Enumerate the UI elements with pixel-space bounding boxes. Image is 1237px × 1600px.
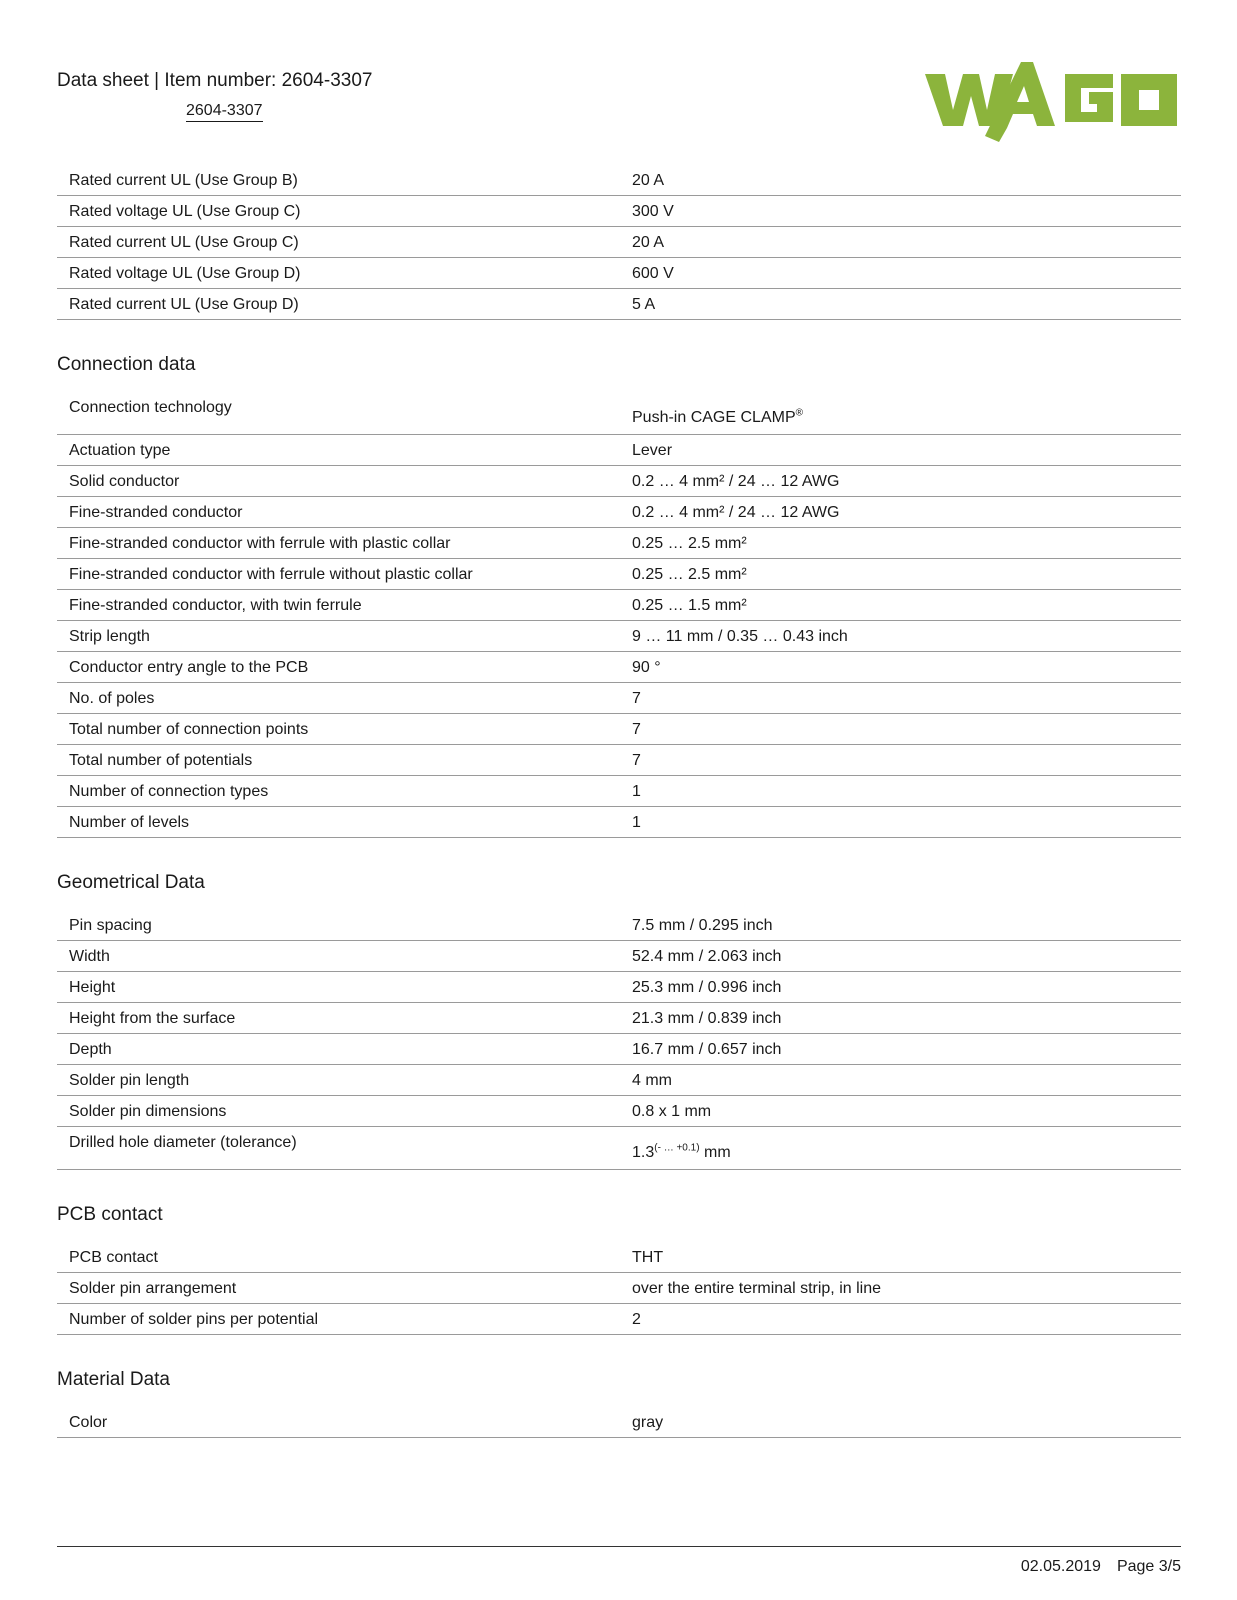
table-row	[57, 1096, 1181, 1127]
row-label: Rated voltage UL (Use Group C)	[57, 196, 620, 227]
row-value: 9 … 11 mm / 0.35 … 0.43 inch	[620, 621, 1181, 652]
footer-divider	[57, 1546, 1181, 1547]
table-row	[57, 435, 1181, 466]
connection-table	[57, 392, 1181, 838]
row-label: Fine-stranded conductor with ferrule with plastic collar	[57, 528, 620, 559]
table-row	[57, 227, 1181, 258]
pcb-table	[57, 1242, 1181, 1335]
material-table	[57, 1407, 1181, 1438]
section-title-pcb: PCB contact	[57, 1204, 163, 1225]
row-label: Solid conductor	[57, 466, 620, 497]
table-row	[57, 910, 1181, 941]
row-value: 7.5 mm / 0.295 inch	[620, 910, 1181, 941]
row-label: Actuation type	[57, 435, 620, 466]
table-row	[57, 590, 1181, 621]
row-label: Number of solder pins per potential	[57, 1304, 620, 1335]
row-value: 300 V	[620, 196, 1181, 227]
row-value: over the entire terminal strip, in line	[620, 1273, 1181, 1304]
row-label: Solder pin arrangement	[57, 1273, 620, 1304]
table-row	[57, 776, 1181, 807]
item-number-link[interactable]: 2604-3307	[186, 102, 263, 122]
row-label: Rated current UL (Use Group D)	[57, 289, 620, 320]
row-value: 0.25 … 2.5 mm²	[620, 559, 1181, 590]
table-row	[57, 807, 1181, 838]
row-value: 4 mm	[620, 1065, 1181, 1096]
row-label: Rated current UL (Use Group C)	[57, 227, 620, 258]
row-value: 2	[620, 1304, 1181, 1335]
row-value: 0.8 x 1 mm	[620, 1096, 1181, 1127]
table-row	[57, 621, 1181, 652]
row-value: 7	[620, 714, 1181, 745]
row-value: 5 A	[620, 289, 1181, 320]
row-value	[620, 1127, 1181, 1170]
hole-tolerance: (- … +0.1)	[654, 1142, 700, 1154]
table-row	[57, 1273, 1181, 1304]
row-label: Number of levels	[57, 807, 620, 838]
table-row	[57, 1242, 1181, 1273]
row-value: 52.4 mm / 2.063 inch	[620, 941, 1181, 972]
registered-mark: ®	[795, 407, 803, 419]
row-value: gray	[620, 1407, 1181, 1438]
row-value: THT	[620, 1242, 1181, 1273]
row-value: 0.25 … 2.5 mm²	[620, 528, 1181, 559]
table-row	[57, 559, 1181, 590]
row-label: Rated current UL (Use Group B)	[57, 165, 620, 196]
row-label: Depth	[57, 1034, 620, 1065]
hole-unit: mm	[699, 1144, 731, 1161]
table-row	[57, 1127, 1181, 1170]
row-label: Number of connection types	[57, 776, 620, 807]
row-label: Conductor entry angle to the PCB	[57, 652, 620, 683]
row-label: Total number of connection points	[57, 714, 620, 745]
footer-date: 02.05.2019	[1020, 1558, 1101, 1575]
table-row	[57, 683, 1181, 714]
row-value: 0.25 … 1.5 mm²	[620, 590, 1181, 621]
row-value: 21.3 mm / 0.839 inch	[620, 1003, 1181, 1034]
table-row	[57, 1034, 1181, 1065]
row-value: 90 °	[620, 652, 1181, 683]
row-label: Rated voltage UL (Use Group D)	[57, 258, 620, 289]
row-label: Fine-stranded conductor with ferrule without plastic collar	[57, 559, 620, 590]
document-header	[57, 70, 373, 119]
table-row	[57, 1003, 1181, 1034]
row-value: 1	[620, 807, 1181, 838]
row-value: 20 A	[620, 165, 1181, 196]
table-row	[57, 941, 1181, 972]
row-value: 7	[620, 683, 1181, 714]
table-row	[57, 1407, 1181, 1438]
row-label: PCB contact	[57, 1242, 620, 1273]
section-title-connection: Connection data	[57, 354, 196, 375]
row-value: Lever	[620, 435, 1181, 466]
row-label: Connection technology	[57, 392, 620, 435]
row-label: Strip length	[57, 621, 620, 652]
table-row	[57, 258, 1181, 289]
datasheet-content	[57, 165, 1181, 1438]
table-row	[57, 289, 1181, 320]
row-value	[620, 392, 1181, 435]
table-row	[57, 745, 1181, 776]
row-label: Solder pin dimensions	[57, 1096, 620, 1127]
row-label: Color	[57, 1407, 620, 1438]
row-label: Solder pin length	[57, 1065, 620, 1096]
document-title: Data sheet | Item number: 2604-3307	[57, 70, 373, 91]
row-value: 20 A	[620, 227, 1181, 258]
row-label: Fine-stranded conductor, with twin ferrule	[57, 590, 620, 621]
table-row	[57, 528, 1181, 559]
wago-logo	[925, 58, 1181, 142]
row-value: 0.2 … 4 mm² / 24 … 12 AWG	[620, 466, 1181, 497]
table-row	[57, 972, 1181, 1003]
table-row	[57, 466, 1181, 497]
table-row	[57, 196, 1181, 227]
hole-value: 1.3	[632, 1144, 655, 1161]
row-label: Width	[57, 941, 620, 972]
row-value: 0.2 … 4 mm² / 24 … 12 AWG	[620, 497, 1181, 528]
row-label: Height	[57, 972, 620, 1003]
table-row	[57, 392, 1181, 435]
row-label: Pin spacing	[57, 910, 620, 941]
ul-ratings-table	[57, 165, 1181, 320]
row-label: Height from the surface	[57, 1003, 620, 1034]
table-row	[57, 714, 1181, 745]
row-value: 600 V	[620, 258, 1181, 289]
table-row	[57, 652, 1181, 683]
row-label: Total number of potentials	[57, 745, 620, 776]
section-title-geometry: Geometrical Data	[57, 872, 205, 893]
row-value: 16.7 mm / 0.657 inch	[620, 1034, 1181, 1065]
section-title-material: Material Data	[57, 1369, 170, 1390]
tech-value: Push-in CAGE CLAMP	[632, 409, 796, 426]
geometry-table	[57, 910, 1181, 1170]
row-label: Fine-stranded conductor	[57, 497, 620, 528]
table-row	[57, 1304, 1181, 1335]
row-value: 25.3 mm / 0.996 inch	[620, 972, 1181, 1003]
table-row	[57, 1065, 1181, 1096]
table-row	[57, 497, 1181, 528]
page-footer	[1021, 1558, 1181, 1576]
row-value: 7	[620, 745, 1181, 776]
row-value: 1	[620, 776, 1181, 807]
footer-page-number: Page 3/5	[1116, 1558, 1181, 1575]
table-row	[57, 165, 1181, 196]
row-label: No. of poles	[57, 683, 620, 714]
row-label: Drilled hole diameter (tolerance)	[57, 1127, 620, 1170]
